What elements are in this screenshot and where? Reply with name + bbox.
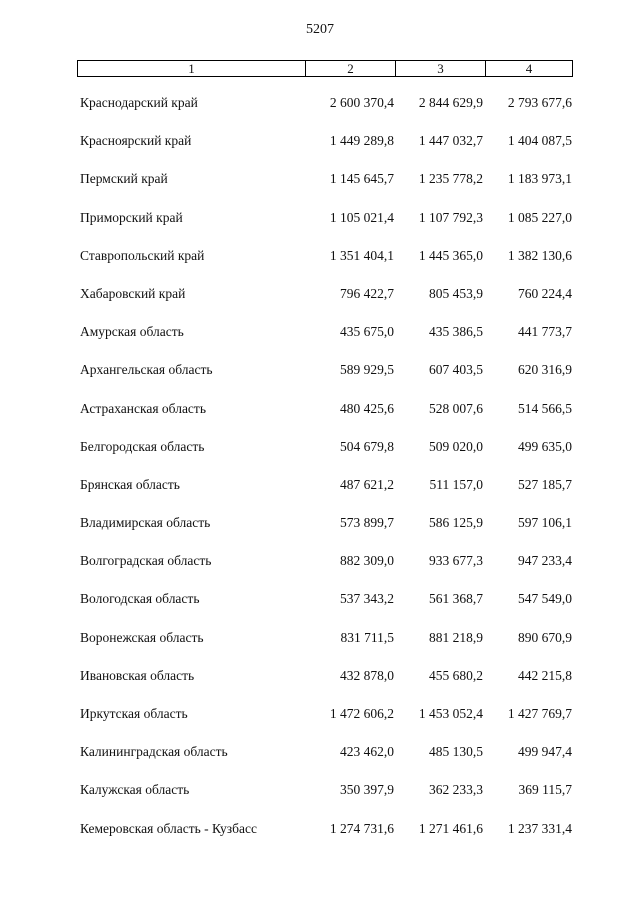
value-col-4: 597 106,1 — [518, 515, 572, 531]
value-col-3: 455 680,2 — [429, 667, 483, 683]
table-row — [0, 471, 640, 509]
value-col-4: 2 793 677,6 — [507, 95, 572, 110]
column-header-3: 3 — [396, 61, 486, 76]
region-name: Астраханская область — [80, 400, 206, 416]
region-name: Воронежская область — [80, 629, 204, 645]
value-col-3: 2 844 629,9 — [418, 95, 483, 110]
region-name: Архангельская область — [80, 362, 213, 378]
value-col-2: 796 422,7 — [340, 285, 394, 301]
table-row — [0, 127, 640, 165]
table-body — [0, 89, 640, 853]
value-col-4: 1 237 331,4 — [507, 820, 572, 836]
table-row — [0, 585, 640, 623]
page-number: 5207 — [306, 22, 334, 37]
region-name: Иркутская область — [80, 706, 188, 721]
value-col-4: 442 215,8 — [518, 667, 572, 683]
value-col-3: 933 677,3 — [429, 553, 483, 569]
value-col-4: 547 549,0 — [518, 591, 572, 607]
value-col-2: 432 878,0 — [340, 667, 394, 683]
region-name: Волгоградская область — [80, 553, 212, 569]
value-col-4: 514 566,5 — [518, 400, 572, 416]
value-col-3: 1 107 792,3 — [418, 209, 483, 225]
value-col-3: 1 445 365,0 — [418, 247, 483, 263]
value-col-3: 1 271 461,6 — [418, 820, 483, 836]
table-row — [0, 624, 640, 662]
table-row — [0, 395, 640, 433]
table-row — [0, 776, 640, 814]
value-col-2: 1 449 289,8 — [329, 133, 394, 149]
column-header-row — [77, 60, 573, 77]
region-name: Хабаровский край — [80, 285, 186, 301]
region-name: Приморский край — [80, 209, 183, 225]
value-col-4: 890 670,9 — [518, 629, 572, 645]
value-col-3: 485 130,5 — [429, 744, 483, 760]
region-name: Владимирская область — [80, 515, 211, 531]
value-col-4: 441 773,7 — [518, 324, 572, 340]
value-col-2: 1 274 731,6 — [329, 820, 394, 836]
value-col-2: 487 621,2 — [340, 476, 394, 492]
value-col-2: 504 679,8 — [340, 438, 394, 454]
region-name: Белгородская область — [80, 438, 205, 454]
value-col-2: 882 309,0 — [340, 553, 394, 569]
value-col-3: 528 007,6 — [429, 400, 483, 416]
table-row — [0, 815, 640, 853]
table-row — [0, 433, 640, 471]
table-row — [0, 509, 640, 547]
value-col-3: 586 125,9 — [429, 515, 483, 531]
region-name: Ивановская область — [80, 667, 195, 683]
region-name: Амурская область — [80, 324, 184, 340]
value-col-3: 1 453 052,4 — [418, 706, 483, 721]
region-name: Брянская область — [80, 476, 180, 492]
table-row — [0, 204, 640, 242]
value-col-4: 1 427 769,7 — [507, 706, 572, 721]
region-name: Пермский край — [80, 171, 168, 187]
value-col-4: 947 233,4 — [518, 553, 572, 569]
table-row — [0, 547, 640, 585]
table-row — [0, 165, 640, 203]
value-col-3: 881 218,9 — [429, 629, 483, 645]
table-row — [0, 356, 640, 394]
value-col-4: 527 185,7 — [518, 476, 572, 492]
region-name: Ставропольский край — [80, 247, 205, 263]
table-row — [0, 318, 640, 356]
value-col-2: 831 711,5 — [340, 629, 394, 645]
value-col-4: 760 224,4 — [518, 285, 572, 301]
value-col-3: 435 386,5 — [429, 324, 483, 340]
table-row — [0, 242, 640, 280]
region-name: Красноярский край — [80, 133, 192, 149]
value-col-2: 1 351 404,1 — [329, 247, 394, 263]
value-col-2: 2 600 370,4 — [329, 95, 394, 110]
region-name: Калининградская область — [80, 744, 228, 760]
value-col-2: 1 472 606,2 — [329, 706, 394, 721]
value-col-4: 1 382 130,6 — [507, 247, 572, 263]
table-row — [0, 280, 640, 318]
value-col-3: 607 403,5 — [429, 362, 483, 378]
value-col-2: 1 105 021,4 — [329, 209, 394, 225]
value-col-2: 589 929,5 — [340, 362, 394, 378]
value-col-4: 1 404 087,5 — [507, 133, 572, 149]
value-col-4: 499 947,4 — [518, 744, 572, 760]
table-row — [0, 89, 640, 127]
value-col-4: 620 316,9 — [518, 362, 572, 378]
table-row — [0, 700, 640, 738]
value-col-3: 509 020,0 — [429, 438, 483, 454]
value-col-3: 805 453,9 — [429, 285, 483, 301]
value-col-2: 537 343,2 — [340, 591, 394, 607]
value-col-4: 1 085 227,0 — [507, 209, 572, 225]
value-col-3: 1 447 032,7 — [418, 133, 483, 149]
value-col-4: 1 183 973,1 — [507, 171, 572, 187]
value-col-4: 369 115,7 — [518, 782, 572, 798]
table-row — [0, 662, 640, 700]
value-col-2: 350 397,9 — [340, 782, 394, 798]
column-header-4: 4 — [525, 60, 533, 76]
region-name: Краснодарский край — [80, 95, 198, 110]
column-header-1: 1 — [78, 61, 306, 76]
value-col-3: 561 368,7 — [429, 591, 483, 607]
value-col-2: 480 425,6 — [340, 400, 394, 416]
value-col-3: 511 157,0 — [429, 476, 483, 492]
column-header-2: 2 — [306, 61, 396, 76]
value-col-2: 423 462,0 — [340, 744, 394, 760]
value-col-3: 362 233,3 — [429, 782, 483, 798]
region-name: Вологодская область — [80, 591, 200, 607]
region-name: Калужская область — [80, 782, 190, 798]
value-col-2: 435 675,0 — [340, 324, 394, 340]
region-name: Кемеровская область - Кузбасс — [80, 820, 257, 836]
value-col-3: 1 235 778,2 — [418, 171, 483, 187]
value-col-2: 573 899,7 — [340, 515, 394, 531]
value-col-4: 499 635,0 — [518, 438, 572, 454]
table-row — [0, 738, 640, 776]
value-col-2: 1 145 645,7 — [329, 171, 394, 187]
